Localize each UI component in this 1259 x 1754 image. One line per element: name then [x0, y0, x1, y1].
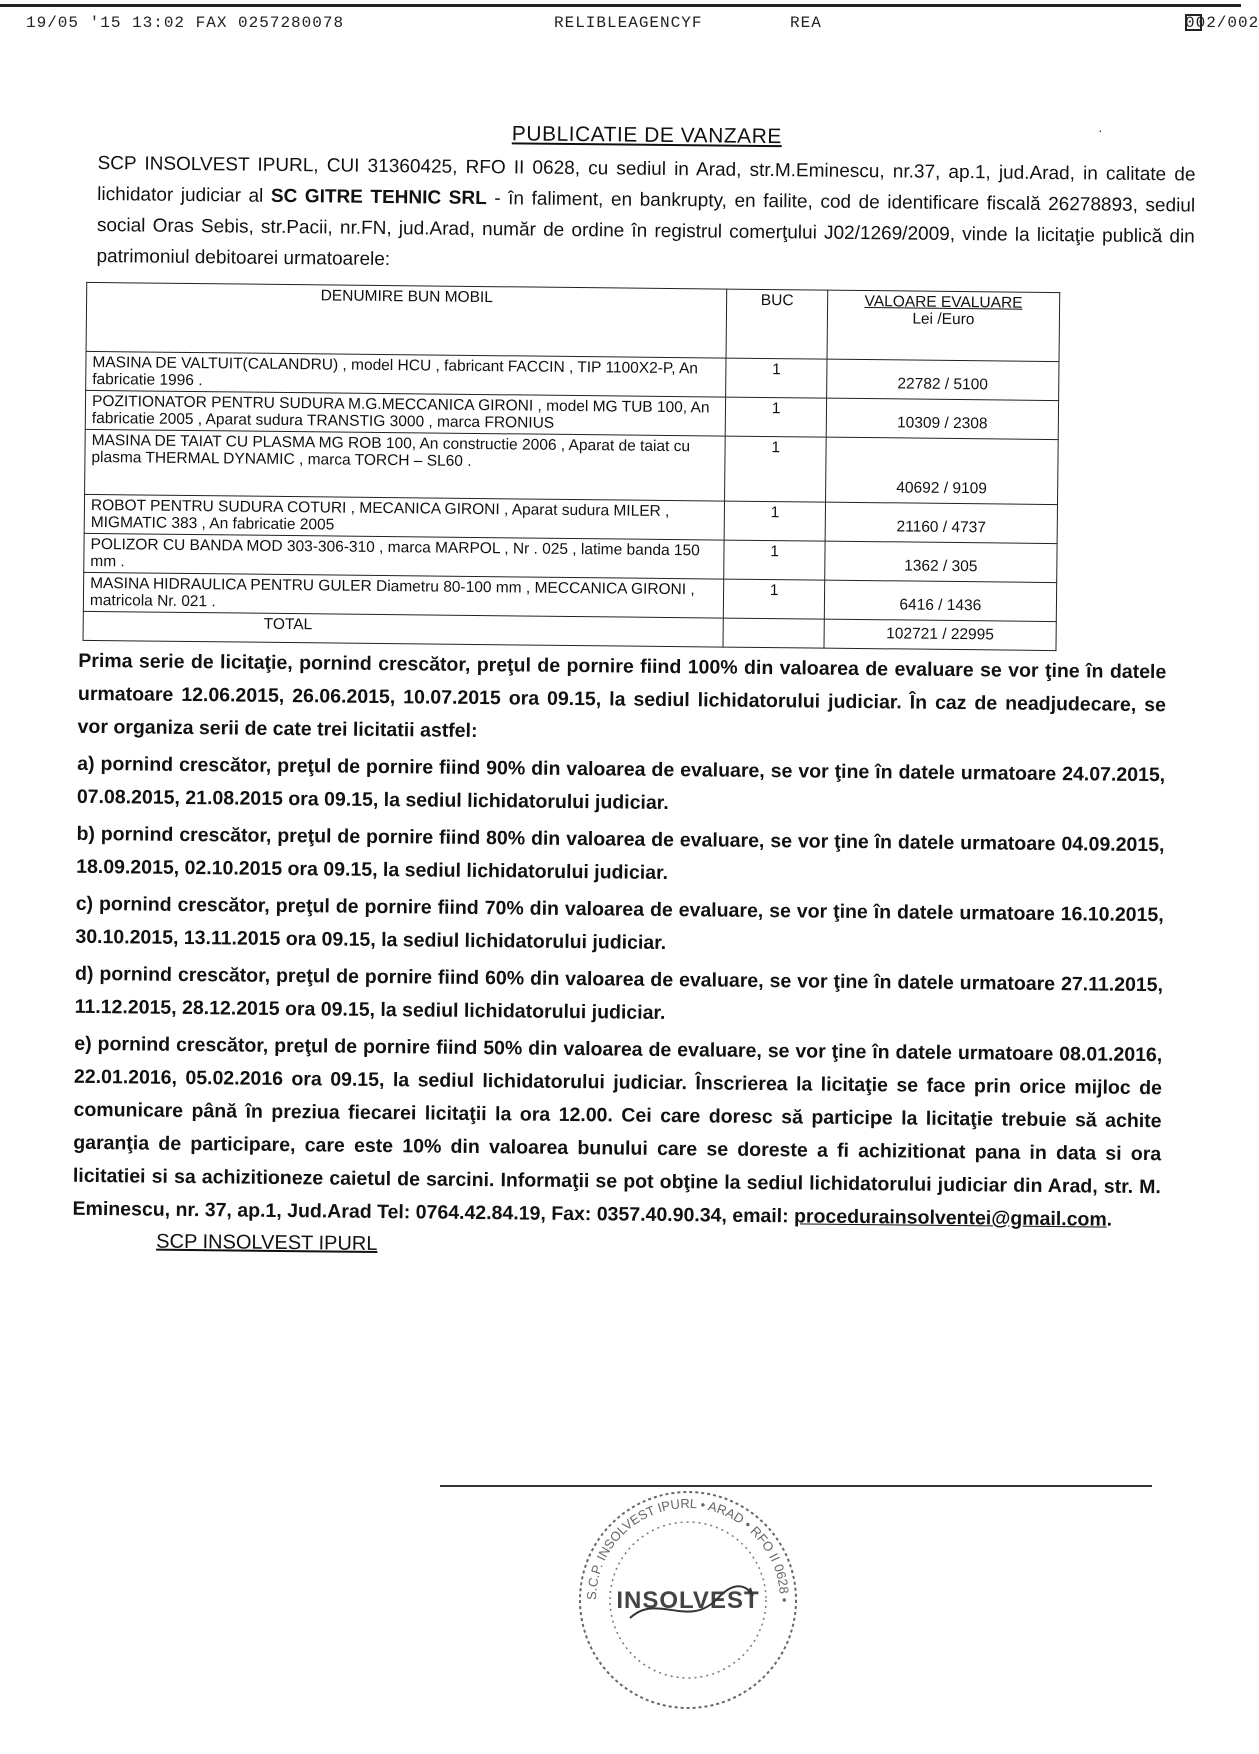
fax-page-text: 002/002: [1185, 14, 1259, 32]
total-qty-empty: [723, 618, 824, 648]
intro-company: SCP INSOLVEST IPURL, CUI 31360425, RFO II 0628, cu sediul in Arad, str.M.Eminescu, nr.37, ap.1, jud.Arad,: [97, 152, 1076, 185]
intro-debtor: SC GITRE TEHNIC SRL: [270, 185, 487, 210]
auction-paragraph-d: d) pornind crescător, preţul de pornire fiind 60% din valoarea de evaluare, se vor ţine în datele urmatoare 27.11.2015, 11.12.2015, 28.12.2015 ora 09.15, la sediul lichidatorului judiciar.: [74, 962, 1164, 1024]
row-value: 40692 / 9109: [825, 437, 1058, 504]
row-name: MASINA DE TAIAT CU PLASMA MG ROB 100, An constructie 2006 , Aparat de taiat cu plasma THERMAL DYNAMIC , marca TORCH – SL60 .: [85, 429, 726, 501]
intro-rest: - în faliment, en bankrupty, en failite, cod de identificare fiscală 26278893, sediul social Oras Sebis, str.Pacii, nr.FN, jud.Arad, număr de ordine în registrul comerţului J02/1269/2009, vinde la licitaţie publică din patrimoniul debitoarei urmatoarele:: [96, 188, 1196, 271]
row-name: MASINA HIDRAULICA PENTRU GULER Diametru 80-100 mm , MECCANICA GIRONI , matricola Nr. 021 .: [83, 572, 724, 618]
row-qty: 1: [726, 358, 827, 398]
row-name: POZITIONATOR PENTRU SUDURA M.G.MECCANICA GIRONI , model MG TUB 100, An fabricatie 2005 , Aparat sudura TRANSTIG 3000 , marca FRONIUS: [85, 390, 726, 436]
fax-sender-short: REA: [790, 14, 822, 32]
fax-timestamp: 19/05 '15 13:02 FAX 0257280078: [26, 14, 345, 32]
table-header-row: [86, 282, 1060, 361]
page-title: PUBLICATIE DE VANZARE: [511, 122, 782, 149]
auction-paragraph-b: b) pornind crescător, preţul de pornire fiind 80% din valoarea de evaluare, se vor ţine în datele urmatoare 04.09.2015, 18.09.2015, 02.10.2015 ora 09.15, la sediul lichidatorului judiciar.: [76, 822, 1165, 885]
row-value: 6416 / 1436: [824, 580, 1056, 621]
table-row: [85, 429, 1059, 504]
fax-header: [26, 14, 1259, 38]
row-value: 10309 / 2308: [826, 398, 1058, 439]
header-name: DENUMIRE BUN MOBIL: [86, 282, 727, 358]
row-qty: 1: [725, 436, 826, 502]
auction-paragraph-a: a) pornind crescător, preţul de pornire fiind 90% din valoarea de evaluare, se vor ţine în datele urmatoare 24.07.2015, 07.08.2015, 21.08.2015 ora 09.15, la sediul lichidatorului judiciar.: [76, 752, 1166, 815]
header-value: [827, 290, 1060, 361]
header-value-label: VALOARE EVALUARE: [864, 293, 1023, 312]
row-qty: 1: [724, 540, 825, 580]
stamp-center-text: INSOLVEST: [616, 1587, 760, 1614]
email-link[interactable]: procedurainsolventei@gmail.com: [793, 1205, 1107, 1231]
assets-table: [83, 282, 1061, 651]
row-qty: 1: [725, 397, 826, 437]
document-body: [72, 118, 1196, 1264]
auction-paragraph-e: [72, 1028, 1162, 1237]
row-value: 1362 / 305: [825, 541, 1057, 582]
scan-mark: ·: [1098, 122, 1103, 138]
row-value: 21160 / 4737: [825, 502, 1057, 543]
total-label: TOTAL: [83, 611, 724, 647]
intro-paragraph: [96, 148, 1195, 283]
total-value: 102721 / 22995: [824, 619, 1056, 650]
stamp-seal: [568, 1480, 808, 1720]
auction-paragraph-first: Prima serie de licitaţie, pornind crescător, preţul de pornire fiind 100% din valoarea de evaluare se vor ţine în datele urmatoare 12.06.2015, 26.06.2015, 10.07.2015 ora 09.15, la sediul lichidatorului judiciar. În caz de neadjudecare, se vor organiza serii de cate trei licitatii astfel:: [77, 649, 1167, 743]
row-qty: 1: [724, 579, 825, 619]
paragraph-e-end: .: [1106, 1208, 1113, 1231]
stamp-ring-text: S.C.P. INSOLVEST IPURL • ARAD • RFO II 0628 •: [583, 1495, 793, 1603]
intro-role: in calitate de lichidator judiciar al: [97, 163, 1196, 207]
row-qty: 1: [724, 501, 825, 541]
paragraph-e-text: e) pornind crescător, preţul de pornire fiind 50% din valoarea de evaluare, se vor ţine în datele urmatoare 08.01.2016, 22.01.2016, 05.02.2016 ora 09.15, la sediul lichidatorului judiciar. Înscrierea la licitaţie se face prin orice mijloc de comunicare până în preziua fiecarei licitaţii la ora 12.00. Cei care doresc să participe la licitaţie trebuie să achite garanţia de participare, care este 10% din valoarea bunului care se doreste a fi achizitionat pana in data si ora licitatiei si sa achizitioneze caietul de sarcini. Informaţii se pot obţine la sediul lichidatorului judiciar din Arad, str. M. Eminescu, nr. 37, ap.1, Jud.Arad Tel: 0764.42.84.19, Fax: 0357.40.90.34, email:: [72, 1032, 1163, 1228]
row-value: 22782 / 5100: [827, 359, 1059, 400]
header-value-unit: Lei /Euro: [912, 310, 975, 329]
row-name: POLIZOR CU BANDA MOD 303-306-310 , marca MARPOL , Nr . 025 , latime banda 150 mm .: [84, 533, 725, 579]
header-qty: BUC: [726, 289, 827, 359]
row-name: ROBOT PENTRU SUDURA COTURI , MECANICA GIRONI , Aparat sudura MILER , MIGMATIC 383 , An fabricatie 2005: [84, 494, 725, 540]
row-name: MASINA DE VALTUIT(CALANDRU) , model HCU , fabricant FACCIN , TIP 1100X2-P, An fabricatie 1996 .: [86, 351, 727, 397]
fax-sender: RELIBLEAGENCYF: [554, 14, 703, 32]
auction-paragraph-c: c) pornind crescător, preţul de pornire fiind 70% din valoarea de evaluare, se vor ţine în datele urmatoare 16.10.2015, 30.10.2015, 13.11.2015 ora 09.15, la sediul lichidatorului judiciar.: [75, 892, 1164, 954]
fax-top-border: [0, 4, 1241, 7]
signature-name: SCP INSOLVEST IPURL: [156, 1230, 378, 1255]
